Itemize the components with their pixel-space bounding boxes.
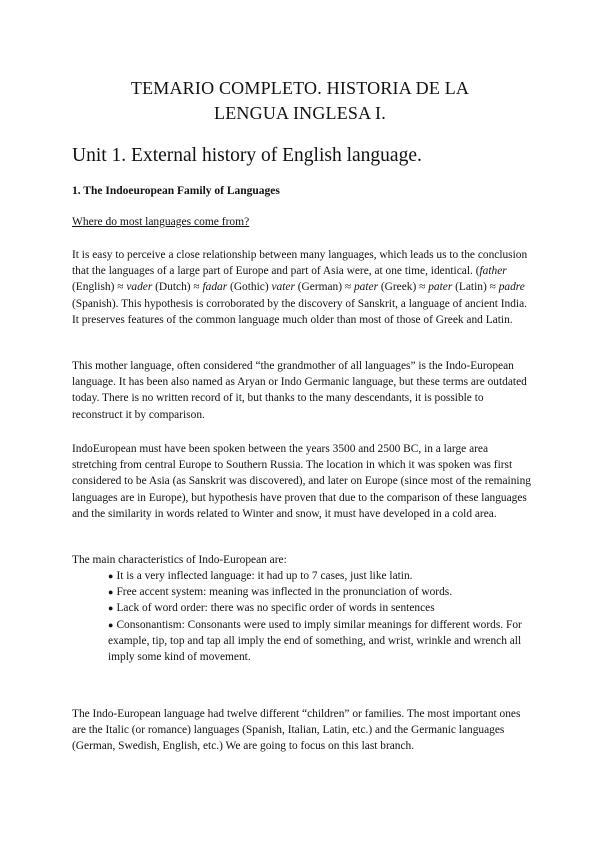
- list-item: [108, 617, 528, 666]
- p1-word-dutch: vader: [126, 281, 153, 294]
- p1-word-german: vater: [271, 281, 295, 294]
- section-question: Where do most languages come from?: [72, 216, 250, 228]
- bullet-icon: ●: [108, 603, 114, 614]
- list-item-text: It is a very inflected language: it had up to 7 cases, just like latin.: [116, 570, 413, 582]
- title-line-2: LENGUA INGLESA I.: [214, 103, 386, 123]
- p1-word-latin: pater: [428, 281, 453, 294]
- p1-text-e: (German) ≈: [294, 281, 354, 294]
- title-line-1: TEMARIO COMPLETO. HISTORIA DE LA: [130, 78, 470, 98]
- p1-word-greek: pater: [353, 281, 379, 294]
- list-item: [108, 584, 528, 600]
- bullet-icon: ●: [108, 619, 114, 630]
- list-item: [108, 568, 528, 584]
- bullet-icon: ●: [108, 587, 114, 598]
- p1-text-d: (Gothic): [227, 281, 272, 294]
- paragraph-2: This mother language, often considered “the grandmother of all languages” is the Indo-European language. It has been also named as Aryan or Indo Germanic language, but these terms are outdated today. There is no written record of it, but thanks to the many descendants, it is possible to reconstruct it by comparison.: [72, 360, 527, 421]
- paragraph-3: IndoEuropean must have been spoken between the years 3500 and 2500 BC, in a large area stretching from central Europe to Southern Russia. The location in which it was spoken was first considered to be Asia (as Sanskrit was discovered), and later on Europe (since most of the remaining languages are in Europe), but hypothesis have proven that due to the comparison of these languages and the similarity in words related to Winter and snow, it must have developed in a cold area.: [72, 443, 531, 520]
- p1-text-g: (Latin) ≈: [452, 281, 499, 294]
- paragraph-1: [72, 247, 532, 328]
- characteristics-list: [108, 568, 528, 665]
- list-item-text: Consonantism: Consonants were used to imply similar meanings for different words. For example, tip, top and tap all imply the end of something, and wrist, wrinkle and wrench all imply some kind of movement.: [108, 618, 522, 664]
- paragraph-4: The main characteristics of Indo-European are:: [72, 554, 287, 566]
- p1-text-f: (Greek) ≈: [378, 281, 429, 294]
- p1-text-c: (Dutch) ≈: [152, 281, 203, 294]
- unit-title: Unit 1. External history of English language.: [72, 145, 422, 166]
- section-heading: 1. The Indoeuropean Family of Languages: [72, 185, 280, 197]
- list-item: [108, 600, 528, 616]
- p1-word-spanish: padre: [498, 281, 525, 294]
- p1-text-h: (Spanish). This hypothesis is corroborated by the discovery of Sanskrit, a language of ancient India. It preserves features of the common language much older than most of those of Greek and Latin.: [72, 297, 527, 326]
- paragraph-5: The Indo-European language had twelve different “children” or families. The most important ones are the Italic (or romance) languages (Spanish, Italian, Latin, etc.) and the Germanic languages (German, Swedish, English, etc.) We are going to focus on this last branch.: [72, 708, 521, 753]
- p1-word-gothic: fadar: [202, 281, 228, 294]
- bullet-icon: ●: [108, 571, 114, 581]
- list-item-text: Lack of word order: there was no specific order of words in sentences: [116, 602, 435, 615]
- p1-word-english: father: [479, 265, 507, 278]
- p1-text-b: (English) ≈: [72, 281, 127, 294]
- p1-text-a: It is easy to perceive a close relationship between many languages, which leads us to the conclusion that the languages of a large part of Europe and part of Asia were, at one time, identical. (: [72, 249, 528, 278]
- document-title: [60, 76, 540, 126]
- list-item-text: Free accent system: meaning was inflected in the pronunciation of words.: [116, 586, 453, 599]
